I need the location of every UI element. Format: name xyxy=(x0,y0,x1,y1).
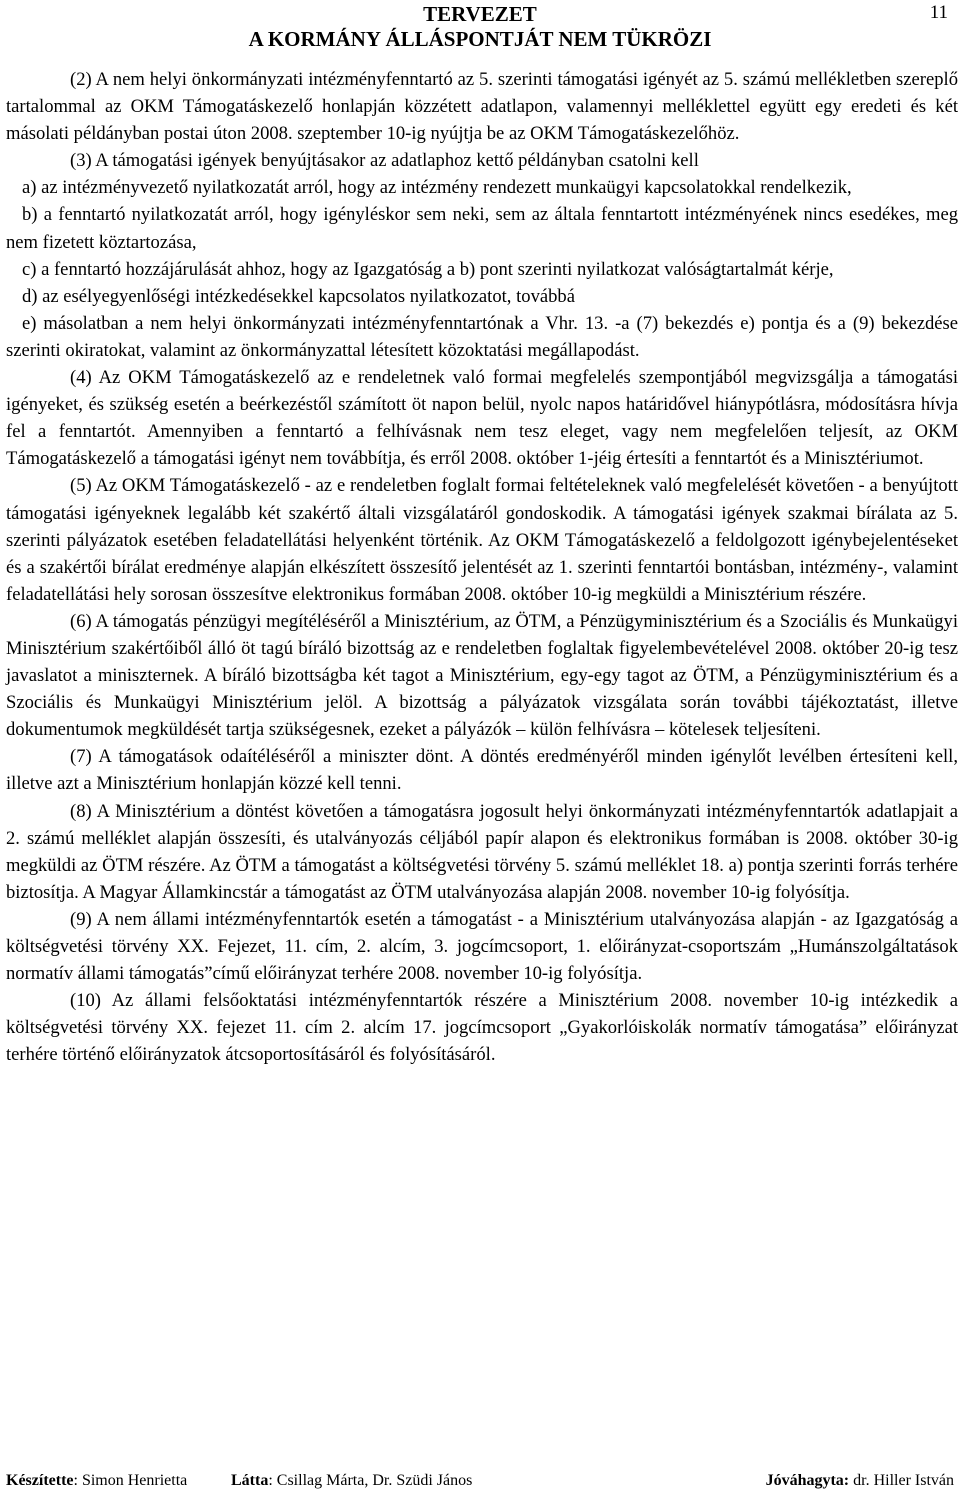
paragraph-p4: (4) Az OKM Támogatáskezelő az e rendeletnek való formai megfelelés szempontjából megvizsgálja a támogatási igényeket, és szükség esetén a beérkezéstől számított öt napon belül, nyolc napos határidővel hiánypótlásra, módosításra hívja fel a fenntartót. Amennyiben a fenntartó a felhívásnak nem tesz eleget, vagy nem megfelelően teljesít, az OKM Támogatáskezelő a támogatási igényt nem továbbítja, és erről 2008. október 1-jéig értesíti a fenntartót és a Minisztériumot. xyxy=(6,367,958,470)
paragraph-p3: (3) A támogatási igények benyújtásakor az adatlaphoz kettő példányban csatolni kell xyxy=(70,150,699,172)
seen-label: Látta xyxy=(231,1472,269,1489)
prepared-label: Készítette xyxy=(6,1472,74,1489)
seen-value: : Csillag Márta, Dr. Szüdi János xyxy=(268,1472,473,1489)
disclaimer-title: A KORMÁNY ÁLLÁSPONTJÁT NEM TÜKRÖZI xyxy=(248,27,712,51)
paragraph-p3c: c) a fenntartó hozzájárulását ahhoz, hogy az Igazgatóság a b) pont szerinti nyilatkozat valóságtartalmát kérje, xyxy=(22,258,834,280)
page-number: 11 xyxy=(929,2,948,23)
paragraph-p8: (8) A Minisztérium a döntést követően a támogatásra jogosult helyi önkormányzati intézményfenntartók adatlapjait a 2. számú melléklet alapján összesíti, és utalványozás céljából papír alapon és elektronikus formában is 2008. október 30-ig megküldi az ÖTM részére. Az ÖTM a támogatást a költségvetési törvény 5. számú melléklet 18. a) pontja szerinti forrás terhére biztosítja. A Magyar Államkincstár a támogatást az ÖTM utalványozása alapján 2008. november 10-ig folyósítja. xyxy=(6,800,958,903)
paragraph-p2: (2) A nem helyi önkormányzati intézményfenntartó az 5. szerinti támogatási igényét az 5. számú mellékletben szereplő tartalommal az OKM Támogatáskezelő honlapján közzétett adatlapon, valamennyi melléklettel együtt egy eredeti és két másolati példányban postai úton 2008. szeptember 10-ig nyújtja be az OKM Támogatáskezelőhöz. xyxy=(6,69,958,145)
prepared-value: : Simon Henrietta xyxy=(73,1472,188,1489)
paragraph-p3b: b) a fenntartó nyilatkozatát arról, hogy igényléskor sem neki, sem az általa fenntartott intézményének nincs esedékes, meg nem fizetett köztartozása, xyxy=(6,204,958,253)
paragraph-p7: (7) A támogatások odaítéléséről a miniszter dönt. A döntés eredményéről minden igénylőt levélben értesíteni kell, illetve azt a Minisztérium honlapján közzé kell tenni. xyxy=(6,746,958,795)
paragraph-p3e: e) másolatban a nem helyi önkormányzati intézményfenntartónak a Vhr. 13. -a (7) bekezdés e) pontja és a (9) bekezdése szerinti okiratokat, valamint az önkormányzattal létesített közoktatási megállapodást. xyxy=(6,312,958,361)
approved-label: Jóváhagyta: xyxy=(765,1472,850,1489)
footer-seen-by xyxy=(231,1470,472,1492)
footer-prepared-by xyxy=(6,1470,187,1492)
paragraph-p3a: a) az intézményvezető nyilatkozatát arról, hogy az intézmény rendezett munkaügyi kapcsolatokkal rendelkezik, xyxy=(22,177,852,199)
footer-approved-by xyxy=(766,1470,954,1492)
approved-value: dr. Hiller István xyxy=(849,1472,954,1489)
paragraph-p3d: d) az esélyegyenlőségi intézkedésekkel kapcsolatos nyilatkozatot, továbbá xyxy=(22,285,575,307)
document-body xyxy=(6,66,958,1068)
paragraph-p10: (10) Az állami felsőoktatási intézményfenntartók részére a Minisztérium 2008. november 10-ig intézkedik a költségvetési törvény XX. fejezet 11. cím 2. alcím 17. jogcímcsoport „Gyakorlóiskolák normatív támogatása” előirányzat terhére történő előirányzatok átcsoportosításáról és folyósításáról. xyxy=(6,990,958,1066)
paragraph-p5: (5) Az OKM Támogatáskezelő - az e rendeletben foglalt formai feltételeknek való megfelelését követően - a benyújtott támogatási igényeknek legalább két szakértő általi vizsgálatáról gondoskodik. A támogatási igények szakmai bírálata az 5. szerinti pályázatok esetében feladatellátási helyenként történik. Az OKM Támogatáskezelő a feldolgozott igénybejelentéseket és a szakértői bírálat eredménye alapján elkészített összesítő jelentését az 1. szerinti fenntartói bontásban, intézmény-, valamint feladatellátási hely sorosan összesítve elektronikus formában 2008. október 10-ig megküldi a Minisztérium részére. xyxy=(6,475,958,605)
document-footer xyxy=(6,1470,954,1492)
paragraph-p9: (9) A nem állami intézményfenntartók esetén a támogatást - a Minisztérium utalványozása alapján - az Igazgatóság a költségvetési törvény XX. Fejezet, 11. cím, 2. alcím, 3. jogcímcsoport, 1. előirányzat-csoportszám „Humánszolgáltatások normatív állami támogatás”című előirányzat terhére 2008. november 10-ig folyósítja. xyxy=(6,908,958,985)
document-header xyxy=(0,2,960,52)
paragraph-p6: (6) A támogatás pénzügyi megítéléséről a Minisztérium, az ÖTM, a Pénzügyminisztérium és a Szociális és Munkaügyi Minisztérium szakértőiből álló öt tagú bíráló bizottság az e rendeletben foglaltak figyelembevételével 2008. október 20-ig tesz javaslatot a miniszternek. A bíráló bizottságba két tagot a Minisztérium, egy-egy tagot az ÖTM, a Pénzügyminisztérium és a Szociális és Munkaügyi Minisztérium jelöl. A bizottság a pályázatok vizsgálata során további tájékoztatást, illetve dokumentumok megküldését tartja szükségesnek, ezeket a pályázók – külön felhívásra – kötelesek teljesíteni. xyxy=(6,610,958,741)
draft-title: TERVEZET xyxy=(423,2,537,26)
